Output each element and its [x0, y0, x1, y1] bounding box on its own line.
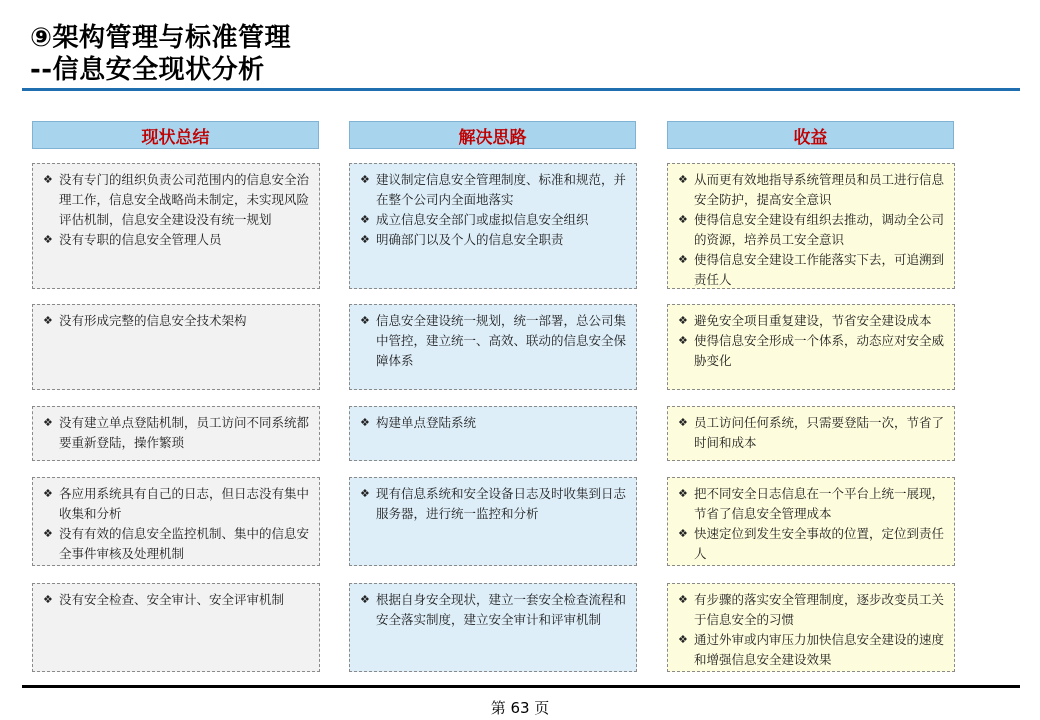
- diamond-bullet-icon: ❖: [678, 334, 688, 347]
- bullet-item: [43, 413, 309, 453]
- diamond-bullet-icon: ❖: [360, 593, 370, 606]
- bullet-item: [360, 484, 626, 524]
- header-benefits: 收益: [667, 121, 954, 149]
- bullet-text: 没有建立单点登陆机制，员工访问不同系统都要重新登陆，操作繁琐: [59, 415, 310, 450]
- title-divider: [22, 88, 1020, 91]
- diamond-bullet-icon: ❖: [360, 416, 370, 429]
- solution-cell: [349, 304, 637, 390]
- bullet-text: 成立信息安全部门或虚拟信息安全组织: [376, 212, 589, 227]
- bullet-text: 根据自身安全现状，建立一套安全检查流程和安全落实制度，建立安全审计和评审机制: [376, 592, 627, 627]
- bullet-text: 通过外审或内审压力加快信息安全建设的速度和增强信息安全建设效果: [694, 632, 945, 667]
- diamond-bullet-icon: ❖: [43, 487, 53, 500]
- bullet-item: [678, 524, 944, 564]
- solution-cell: [349, 477, 637, 566]
- slide-title: [30, 22, 291, 86]
- diamond-bullet-icon: ❖: [678, 213, 688, 226]
- diamond-bullet-icon: ❖: [43, 527, 53, 540]
- bullet-item: [43, 230, 309, 250]
- bullet-text: 把不同安全日志信息在一个平台上统一展现，节省了信息安全管理成本: [694, 486, 945, 521]
- diamond-bullet-icon: ❖: [43, 314, 53, 327]
- diamond-bullet-icon: ❖: [678, 416, 688, 429]
- diamond-bullet-icon: ❖: [678, 253, 688, 266]
- solution-cell: [349, 406, 637, 461]
- bullet-item: [678, 484, 944, 524]
- bullet-text: 信息安全建设统一规划，统一部署，总公司集中管控，建立统一、高效、联动的信息安全保障体系: [376, 313, 627, 368]
- diamond-bullet-icon: ❖: [678, 633, 688, 646]
- status-cell: [32, 406, 320, 461]
- bullet-text: 快速定位到发生安全事故的位置，定位到责任人: [694, 526, 945, 561]
- diamond-bullet-icon: ❖: [43, 173, 53, 186]
- status-cell: [32, 163, 320, 289]
- bullet-text: 构建单点登陆系统: [376, 415, 477, 430]
- diamond-bullet-icon: ❖: [678, 314, 688, 327]
- bullet-text: 没有有效的信息安全监控机制、集中的信息安全事件审核及处理机制: [59, 526, 310, 561]
- diamond-bullet-icon: ❖: [360, 173, 370, 186]
- bullet-text: 没有专门的组织负责公司范围内的信息安全治理工作，信息安全战略尚未制定，未实现风险评估机制，信息安全建设没有统一规划: [59, 172, 310, 227]
- status-cell: [32, 583, 320, 672]
- bullet-item: [678, 413, 944, 453]
- bullet-item: [678, 170, 944, 210]
- diamond-bullet-icon: ❖: [678, 173, 688, 186]
- bullet-item: [43, 590, 309, 610]
- bullet-text: 员工访问任何系统，只需要登陆一次，节省了时间和成本: [694, 415, 945, 450]
- bullet-text: 使得信息安全建设工作能落实下去，可追溯到责任人: [694, 252, 945, 287]
- bullet-item: [360, 170, 626, 210]
- benefit-cell: [667, 583, 955, 672]
- bullet-item: [678, 210, 944, 250]
- bullet-item: [360, 230, 626, 250]
- bullet-text: 使得信息安全形成一个体系，动态应对安全威胁变化: [694, 333, 945, 368]
- bullet-text: 建议制定信息安全管理制度、标准和规范，并在整个公司内全面地落实: [376, 172, 627, 207]
- bullet-text: 现有信息系统和安全设备日志及时收集到日志服务器，进行统一监控和分析: [376, 486, 627, 521]
- solution-cell: [349, 583, 637, 672]
- title-line-2: --信息安全现状分析: [30, 55, 265, 85]
- diamond-bullet-icon: ❖: [360, 233, 370, 246]
- bullet-item: [678, 630, 944, 670]
- diamond-bullet-icon: ❖: [360, 314, 370, 327]
- bullet-item: [360, 311, 626, 371]
- title-line-1: ⑨架构管理与标准管理: [30, 23, 292, 53]
- diamond-bullet-icon: ❖: [678, 593, 688, 606]
- benefit-cell: [667, 477, 955, 566]
- bullet-text: 没有形成完整的信息安全技术架构: [59, 313, 247, 328]
- status-cell: [32, 304, 320, 390]
- bullet-item: [43, 170, 309, 230]
- bullet-item: [43, 311, 309, 331]
- bullet-item: [43, 524, 309, 564]
- bullet-text: 从而更有效地指导系统管理员和员工进行信息安全防护，提高安全意识: [694, 172, 945, 207]
- bullet-item: [678, 590, 944, 630]
- benefit-cell: [667, 304, 955, 390]
- bullet-item: [678, 250, 944, 290]
- bullet-text: 避免安全项目重复建设，节省安全建设成本: [694, 313, 932, 328]
- benefit-cell: [667, 163, 955, 289]
- bullet-item: [360, 590, 626, 630]
- diamond-bullet-icon: ❖: [43, 416, 53, 429]
- bullet-item: [360, 413, 626, 433]
- bullet-text: 没有安全检查、安全审计、安全评审机制: [59, 592, 285, 607]
- bullet-item: [360, 210, 626, 230]
- diamond-bullet-icon: ❖: [360, 487, 370, 500]
- diamond-bullet-icon: ❖: [43, 233, 53, 246]
- bullet-item: [43, 484, 309, 524]
- bullet-text: 明确部门以及个人的信息安全职责: [376, 232, 564, 247]
- diamond-bullet-icon: ❖: [43, 593, 53, 606]
- bullet-text: 有步骤的落实安全管理制度，逐步改变员工关于信息安全的习惯: [694, 592, 945, 627]
- bullet-text: 各应用系统具有自己的日志，但日志没有集中收集和分析: [59, 486, 310, 521]
- diamond-bullet-icon: ❖: [678, 487, 688, 500]
- diamond-bullet-icon: ❖: [360, 213, 370, 226]
- bullet-item: [678, 331, 944, 371]
- bullet-text: 没有专职的信息安全管理人员: [59, 232, 222, 247]
- benefit-cell: [667, 406, 955, 461]
- page-number: 第 63 页: [490, 699, 550, 717]
- solution-cell: [349, 163, 637, 289]
- diamond-bullet-icon: ❖: [678, 527, 688, 540]
- footer-divider: [22, 685, 1020, 688]
- bullet-item: [678, 311, 944, 331]
- header-status-summary: 现状总结: [32, 121, 319, 149]
- bullet-text: 使得信息安全建设有组织去推动，调动全公司的资源，培养员工安全意识: [694, 212, 945, 247]
- header-solution-approach: 解决思路: [349, 121, 636, 149]
- status-cell: [32, 477, 320, 566]
